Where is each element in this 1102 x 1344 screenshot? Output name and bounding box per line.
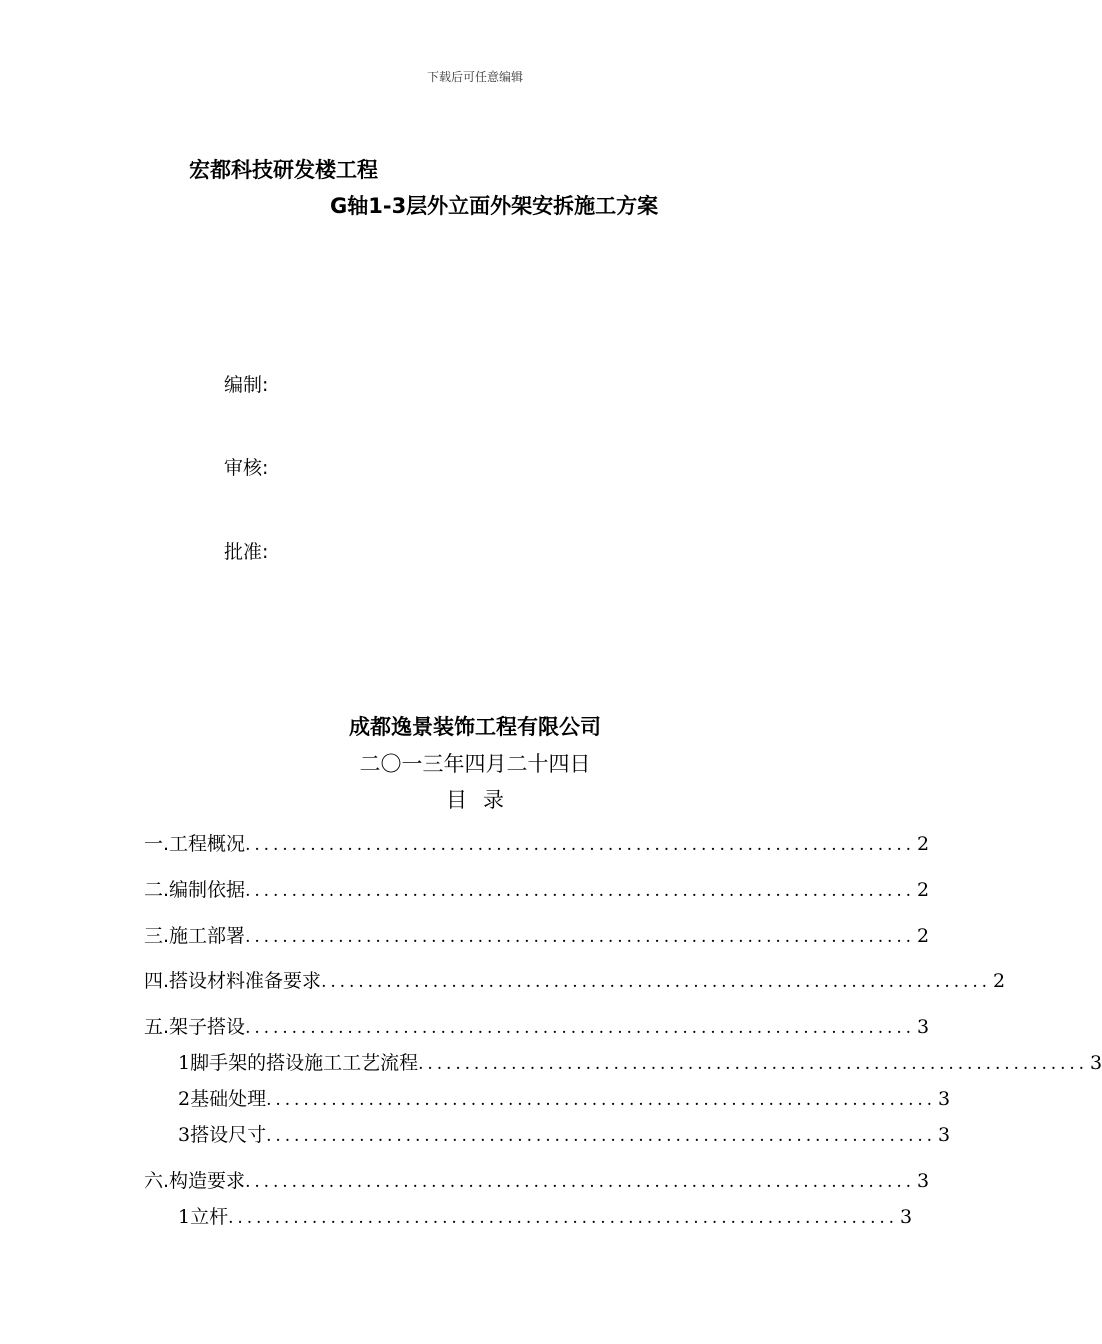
toc-entry[interactable] [144,829,930,856]
project-title: 宏都科技研发楼工程 [189,158,378,182]
toc-entry-page: 3 [899,1206,913,1228]
toc-leader-dots: ........................................................................ [418,1054,1088,1074]
toc-subentry[interactable] [178,1120,951,1147]
toc-entry-number: 三. [144,925,170,947]
toc-entry-number: 一. [144,833,170,855]
toc-entry-page: 2 [916,925,930,947]
signature-approve-label: 批准: [224,541,269,563]
signature-compiled-label: 编制: [224,374,269,396]
toc-entry-number: 四. [144,970,170,992]
toc-entry-number: 二. [144,879,170,901]
toc-entry-label: 工程概况 [169,833,246,855]
toc-leader-dots: ........................................................................ [228,1208,898,1228]
toc-leader-dots: ........................................................................ [266,1090,936,1110]
toc-subentry[interactable] [178,1084,951,1111]
signature-review-label: 审核: [224,457,269,479]
toc-leader-dots: ........................................................................ [245,881,915,901]
toc-entry-page: 3 [916,1016,930,1038]
toc-entry-page: 3 [916,1170,930,1192]
toc-entry-page: 2 [992,970,1006,992]
company-name: 成都逸景装饰工程有限公司 [349,715,601,739]
toc-leader-dots: ........................................................................ [245,835,915,855]
toc-entry-label: 施工部署 [169,925,246,947]
toc-entry-label: 构造要求 [169,1170,246,1192]
document-date: 二〇一三年四月二十四日 [359,752,591,776]
toc-leader-dots: ........................................................................ [321,972,991,992]
toc-leader-dots: ........................................................................ [245,1018,915,1038]
toc-entry-page: 3 [937,1088,951,1110]
toc-entry[interactable] [144,875,930,902]
toc-entry-number: 1 [178,1052,191,1074]
toc-leader-dots: ........................................................................ [245,1172,915,1192]
toc-entry-label: 编制依据 [169,879,246,901]
toc-entry-label: 立杆 [190,1206,229,1228]
toc-entry-number: 3 [178,1124,191,1146]
toc-entry-label: 架子搭设 [169,1016,246,1038]
project-subtitle: G轴1-3层外立面外架安拆施工方案 [330,194,659,218]
toc-entry-page: 2 [916,833,930,855]
toc-entry-page: 3 [937,1124,951,1146]
toc-entry-label: 搭设尺寸 [190,1124,267,1146]
toc-entry-page: 2 [916,879,930,901]
toc-leader-dots: ........................................................................ [266,1126,936,1146]
toc-subentry[interactable] [178,1202,913,1229]
toc-entry[interactable] [144,1012,930,1039]
toc-title: 目录 [446,788,520,812]
toc-entry-number: 五. [144,1016,170,1038]
toc-entry[interactable] [144,1166,930,1193]
toc-entry[interactable] [144,921,930,948]
toc-subentry[interactable] [178,1048,1102,1075]
toc-entry-number: 六. [144,1170,170,1192]
toc-entry[interactable] [144,966,1006,993]
toc-leader-dots: ........................................................................ [245,927,915,947]
toc-entry-label: 搭设材料准备要求 [169,970,322,992]
toc-entry-number: 1 [178,1206,191,1228]
header-note: 下载后可任意编辑 [426,70,523,84]
toc-entry-label: 脚手架的搭设施工工艺流程 [190,1052,419,1074]
toc-entry-label: 基础处理 [190,1088,267,1110]
toc-entry-page: 3 [1089,1052,1102,1074]
toc-entry-number: 2 [178,1088,191,1110]
